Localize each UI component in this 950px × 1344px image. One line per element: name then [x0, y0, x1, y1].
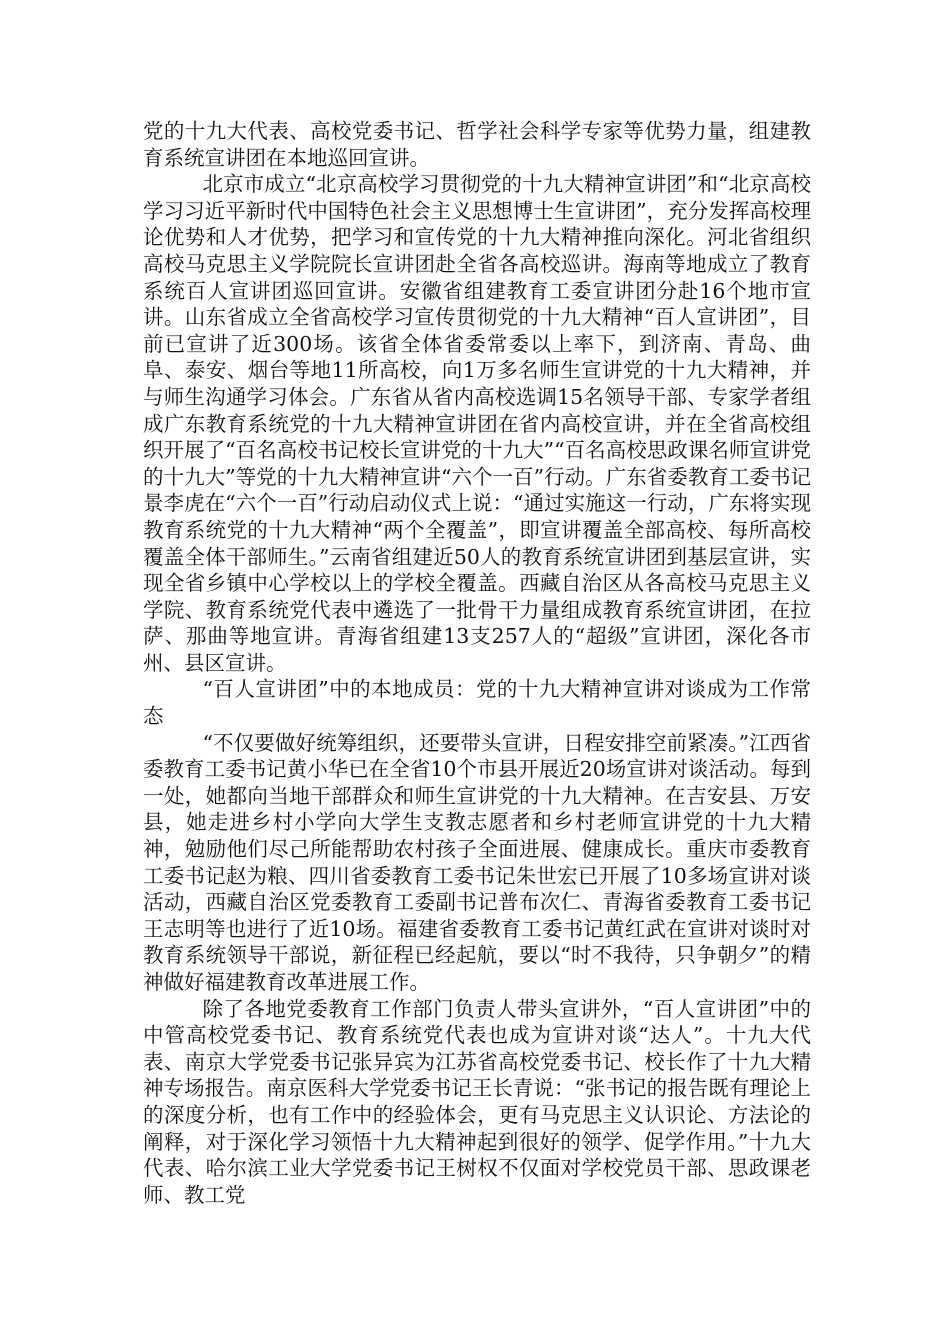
- section-heading: “百人宣讲团”中的本地成员：党的十九大精神宣讲对谈成为工作常态: [143, 677, 811, 729]
- document-page: [143, 118, 811, 1208]
- paragraph-2: 北京市成立“北京高校学习贯彻党的十九大精神宣讲团”和“北京高校学习习近平新时代中国特色社会主义思想博士生宣讲团”，充分发挥高校理论优势和人才优势，把学习和宣传党的十九大精神推向深化。河北省组织高校马克思主义学院院长宣讲团赴全省各高校巡讲。海南等地成立了教育系统百人宣讲团巡回宣讲。安徽省组建教育工委宣讲团分赴16个地市宣讲。山东省成立全省高校学习宣传贯彻党的十九大精神“百人宣讲团”，目前已宣讲了近300场。该省全体省委常委以上率下，到济南、青岛、曲阜、泰安、烟台等地11所高校，向1万多名师生宣讲党的十九大精神，并与师生沟通学习体会。广东省从省内高校选调15名领导干部、专家学者组成广东教育系统党的十九大精神宣讲团在省内高校宣讲，并在全省高校组织开展了“百名高校书记校长宣讲党的十九大”“百名高校思政课名师宣讲党的十九大”等党的十九大精神宣讲“六个一百”行动。广东省委教育工委书记景李虎在“六个一百”行动启动仪式上说：“通过实施这一行动，广东将实现教育系统党的十九大精神“两个全覆盖”，即宣讲覆盖全部高校、每所高校覆盖全体干部师生。”云南省组建近50人的教育系统宣讲团到基层宣讲，实现全省乡镇中心学校以上的学校全覆盖。西藏自治区从各高校马克思主义学院、教育系统党代表中遴选了一批骨干力量组成教育系统宣讲团，在拉萨、那曲等地宣讲。青海省组建13支257人的“超级”宣讲团，深化各市州、县区宣讲。: [143, 172, 811, 675]
- paragraph-1: 党的十九大代表、高校党委书记、哲学社会科学专家等优势力量，组建教育系统宣讲团在本地巡回宣讲。: [143, 119, 811, 170]
- paragraph-3: “不仅要做好统筹组织，还要带头宣讲，日程安排空前紧凑。”江西省委教育工委书记黄小华已在全省10个市县开展近20场宣讲对谈活动。每到一处，她都向当地干部群众和师生宣讲党的十九大精神。在吉安县、万安县，她走进乡村小学向大学生支教志愿者和乡村老师宣讲党的十九大精神，勉励他们尽己所能帮助农村孩子全面进展、健康成长。重庆市委教育工委书记赵为粮、四川省委教育工委书记朱世宏已开展了10多场宣讲对谈活动，西藏自治区党委教育工委副书记普布次仁、青海省委教育工委书记王志明等也进行了近10场。福建省委教育工委书记黄红武在宣讲对谈时对教育系统领导干部说，新征程已经起航，要以“时不我待，只争朝夕”的精神做好福建教育改革进展工作。: [143, 730, 811, 994]
- paragraph-4: 除了各地党委教育工作部门负责人带头宣讲外，“百人宣讲团”中的中管高校党委书记、教育系统党代表也成为宣讲对谈“达人”。十九大代表、南京大学党委书记张异宾为江苏省高校党委书记、校长作了十九大精神专场报告。南京医科大学党委书记王长青说：“张书记的报告既有理论上的深度分析，也有工作中的经验体会，更有马克思主义认识论、方法论的阐释，对于深化学习领悟十九大精神起到很好的领学、促学作用。”十九大代表、哈尔滨工业大学党委书记王树权不仅面对学校党员干部、思政课老师、教工党: [143, 996, 811, 1207]
